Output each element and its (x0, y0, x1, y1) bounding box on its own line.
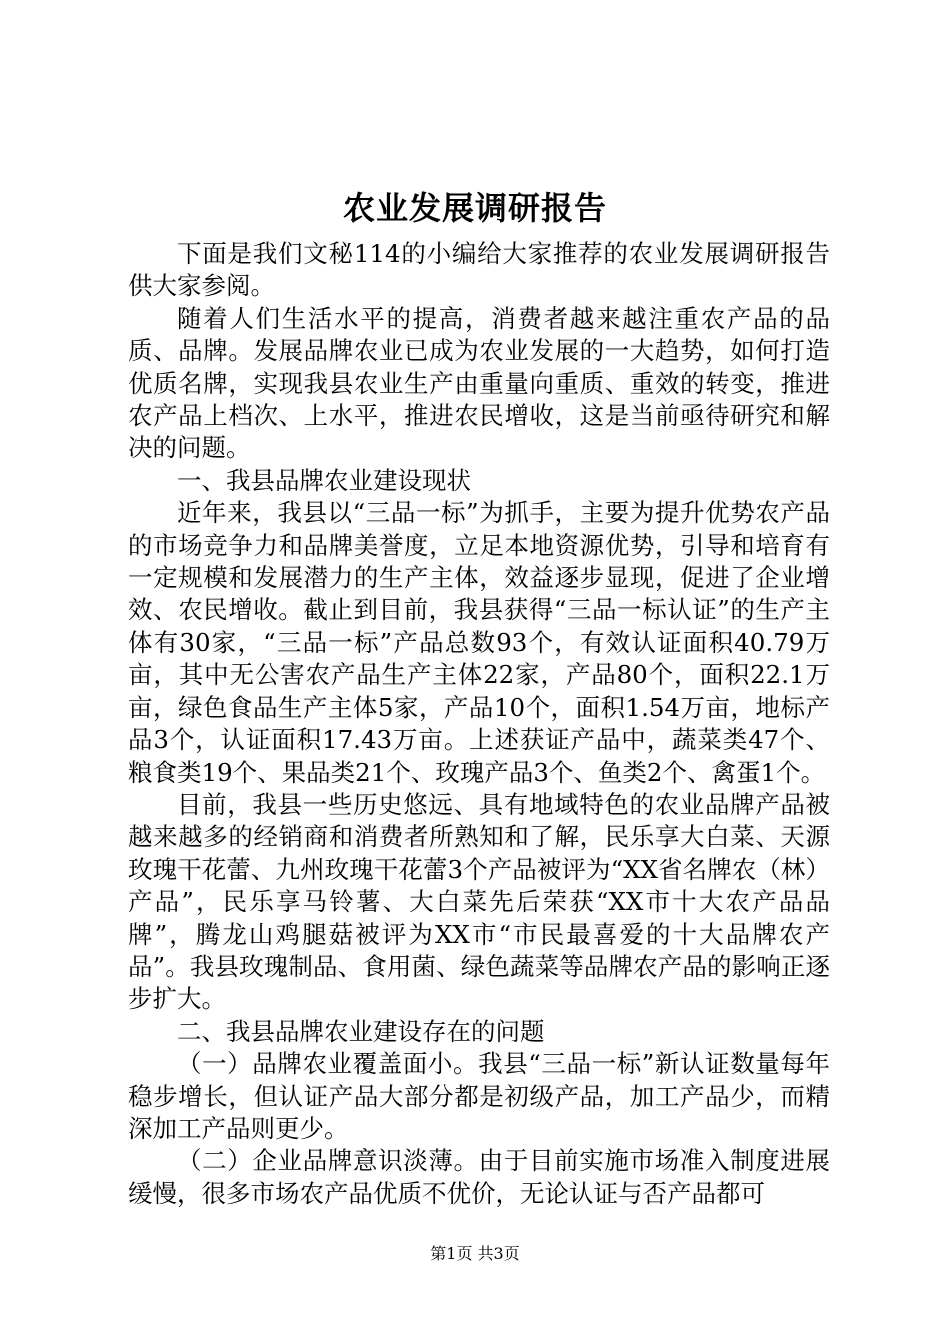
paragraph-problem-1: （一）品牌农业覆盖面小。我县“三品一标”新认证数量每年稳步增长，但认证产品大部分都是初级产品，加工产品少，而精深加工产品则更少。 (128, 1049, 830, 1143)
paragraph-brands: 目前，我县一些历史悠远、具有地域特色的农业品牌产品被越来越多的经销商和消费者所熟知和了解，民乐享大白菜、天源玫瑰干花蕾、九州玫瑰干花蕾3个产品被评为“XX省名牌农（林）产品”，民乐享马铃薯、大白菜先后荣获“XX市十大农产品品牌”，腾龙山鸡腿菇被评为XX市“市民最喜爱的十大品牌农产品”。我县玫瑰制品、食用菌、绿色蔬菜等品牌农产品的影响正逐步扩大。 (128, 789, 830, 1014)
document-title: 农业发展调研报告 (342, 189, 607, 227)
section-heading-status: 一、我县品牌农业建设现状 (177, 465, 471, 495)
page-number-footer: 第1页 共3页 (430, 1244, 520, 1263)
paragraph-problem-2: （二）企业品牌意识淡薄。由于目前实施市场准入制度进展缓慢，很多市场农产品优质不优价，无论认证与否产品都可 (128, 1146, 830, 1208)
paragraph-intro: 下面是我们文秘114的小编给大家推荐的农业发展调研报告供大家参阅。 (128, 239, 830, 301)
document-body (128, 238, 830, 1210)
section-heading-problems: 二、我县品牌农业建设存在的问题 (177, 1016, 545, 1046)
paragraph-background: 随着人们生活水平的提高，消费者越来越注重农产品的品质、品牌。发展品牌农业已成为农业发展的一大趋势，如何打造优质名牌，实现我县农业生产由重量向重质、重效的转变，推进农产品上档次、上水平，推进农民增收，这是当前亟待研究和解决的问题。 (128, 303, 830, 463)
paragraph-status: 近年来，我县以“三品一标”为抓手，主要为提升优势农产品的市场竞争力和品牌美誉度，立足本地资源优势，引导和培育有一定规模和发展潜力的生产主体，效益逐步显现，促进了企业增效、农民增收。截止到目前，我县获得“三品一标认证”的生产主体有30家，“三品一标”产品总数93个，有效认证面积40.79万亩，其中无公害农产品生产主体22家，产品80个，面积22.1万亩，绿色食品生产主体5家，产品10个，面积1.54万亩，地标产品3个，认证面积17.43万亩。上述获证产品中，蔬菜类47个、粮食类19个、果品类21个、玫瑰产品3个、鱼类2个、禽蛋1个。 (128, 498, 830, 787)
